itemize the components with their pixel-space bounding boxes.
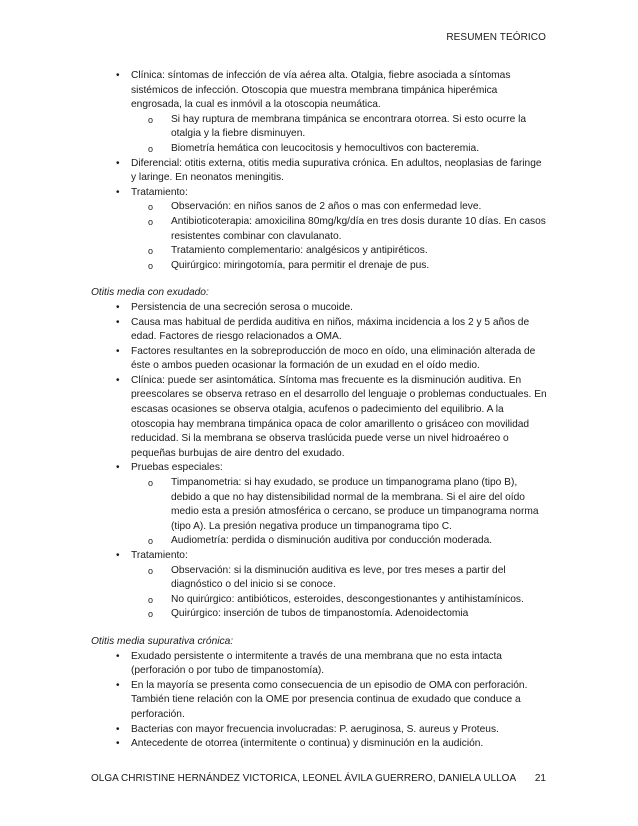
- sub-bullet-item: o Observación: si la disminución auditiva es leve, por tres meses a partir del diagnóstico o del inicio si se conoce.: [91, 564, 547, 593]
- bullet-text: Tratamiento:: [131, 550, 188, 561]
- bullet-item: [91, 461, 547, 549]
- bullet-item: [91, 316, 547, 345]
- section-title-otitis-exudado: Otitis media con exudado:: [91, 287, 209, 299]
- bullet-item: [91, 737, 547, 752]
- bullet-text: Exudado persistente o intermitente a través de una membrana que no esta intacta (perforación o por tubo de timpanostomía).: [131, 650, 502, 677]
- bullet-item: [91, 549, 547, 622]
- sub-bullet-item: o No quirúrgico: antibióticos, esteroides, descongestionantes y antihistamínicos.: [91, 593, 547, 608]
- bullet-item: [91, 723, 547, 738]
- intro-list: [91, 69, 547, 273]
- bullet-item: [91, 650, 547, 679]
- sub-bullet-item: o Tratamiento complementario: analgésicos y antipiréticos.: [91, 244, 547, 259]
- sub-bullet-item: o Timpanometria: si hay exudado, se produce un timpanograma plano (tipo B), debido a que no hay distensibilidad normal de la membrana. Si el aire del oído medio esta a presión atmosférica o cercano, se produce un timpanograma norma (tipo A). La presión negativa produce un timpanograma tipo C.: [91, 476, 547, 534]
- bullet-text: Causa mas habitual de perdida auditiva en niños, máxima incidencia a los 2 y 5 años de edad. Factores de riesgo relacionados a OMA.: [131, 316, 530, 343]
- bullet-text: Tratamiento:: [131, 186, 188, 198]
- bullet-text: En la mayoría se presenta como consecuencia de un episodio de OMA con perforación. También tiene relación con la OME por presencia continua de exudado que conduce a perforación.: [131, 679, 528, 720]
- bullet-item: [91, 345, 547, 374]
- bullet-text: Clínica: puede ser asintomática. Síntoma mas frecuente es la disminución auditiva. En preescolares se observa retraso en el desarrollo del lenguaje o problemas conductuales. En escasas ocasiones se observa otalgia, acufenos o padecimiento del equilibrio. A la otoscopia hay membrana timpánica opaca de color amarillento o grisáceo con movilidad reducidad. Si la membrana se observa traslúcida puede verse un nivel hidroaéreo o pequeñas burbujas de aire dentro del exudado.: [131, 374, 547, 459]
- bullet-text: Clínica: síntomas de infección de vía aérea alta. Otalgia, fiebre asociada a síntomas sistémicos de infección. Otoscopia que muestra membrana timpánica hiperémica engrosada, la cual es inmóvil a la otoscopia neumática.: [131, 70, 511, 111]
- document-body: [91, 69, 547, 752]
- sub-list: [131, 200, 547, 273]
- sub-list: [131, 113, 547, 157]
- bullet-text: Diferencial: otitis externa, otitis media supurativa crónica. En adultos, neoplasias de faringe y laringe. En neonatos meningitis.: [131, 157, 542, 184]
- bullet-text: Factores resultantes en la sobreproducción de moco en oído, una eliminación alterada de éste o ambos pueden ocasionar la formación de un exudad en el oído medio.: [131, 345, 536, 372]
- otitis-exudado-list: [91, 301, 547, 622]
- bullet-item: [91, 69, 547, 157]
- bullet-item: [91, 679, 547, 723]
- sub-list: [131, 476, 547, 549]
- sub-bullet-item: o Observación: en niños sanos de 2 años o mas con enfermedad leve.: [91, 200, 547, 215]
- bullet-item: [91, 157, 547, 186]
- bullet-item: [91, 301, 547, 316]
- bullet-text: Persistencia de una secreción serosa o mucoide.: [131, 301, 353, 313]
- bullet-text: Bacterias con mayor frecuencia involucradas: P. aeruginosa, S. aureus y Proteus.: [131, 723, 499, 735]
- sub-list: [131, 564, 547, 622]
- bullet-text: Pruebas especiales:: [131, 462, 223, 474]
- sub-bullet-item: o Quirúrgico: miringotomía, para permitir el drenaje de pus.: [91, 259, 547, 274]
- sub-bullet-item: o Biometría hemática con leucocitosis y hemocultivos con bacteremia.: [91, 142, 547, 157]
- sub-bullet-item: o Quirúrgico: inserción de tubos de timpanostomía. Adenoidectomia: [91, 607, 547, 622]
- bullet-item: [91, 374, 547, 462]
- bullet-text: Antecedente de otorrea (intermitente o continua) y disminución en la audición.: [131, 738, 484, 750]
- sub-bullet-item: o Si hay ruptura de membrana timpánica se encontrara otorrea. Si esto ocurre la otalgia y la fiebre disminuyen.: [91, 113, 547, 142]
- footer-authors: OLGA CHRISTINE HERNÁNDEZ VICTORICA, LEONEL ÁVILA GUERRERO, DANIELA ULLOA: [91, 773, 517, 784]
- bullet-item: [91, 186, 547, 274]
- otitis-supurativa-list: [91, 650, 547, 752]
- running-header: RESUMEN TEÓRICO: [446, 32, 546, 43]
- sub-bullet-item: o Antibioticoterapia: amoxicilina 80mg/kg/día en tres dosis durante 10 días. En casos resistentes combinar con clavulanato.: [91, 215, 547, 244]
- section-title-otitis-supurativa: Otitis media supurativa crónica:: [91, 635, 234, 647]
- page-footer: [91, 773, 546, 784]
- page-number: 21: [534, 773, 546, 784]
- sub-bullet-item: o Audiometría: perdida o disminución auditiva por conducción moderada.: [91, 534, 547, 549]
